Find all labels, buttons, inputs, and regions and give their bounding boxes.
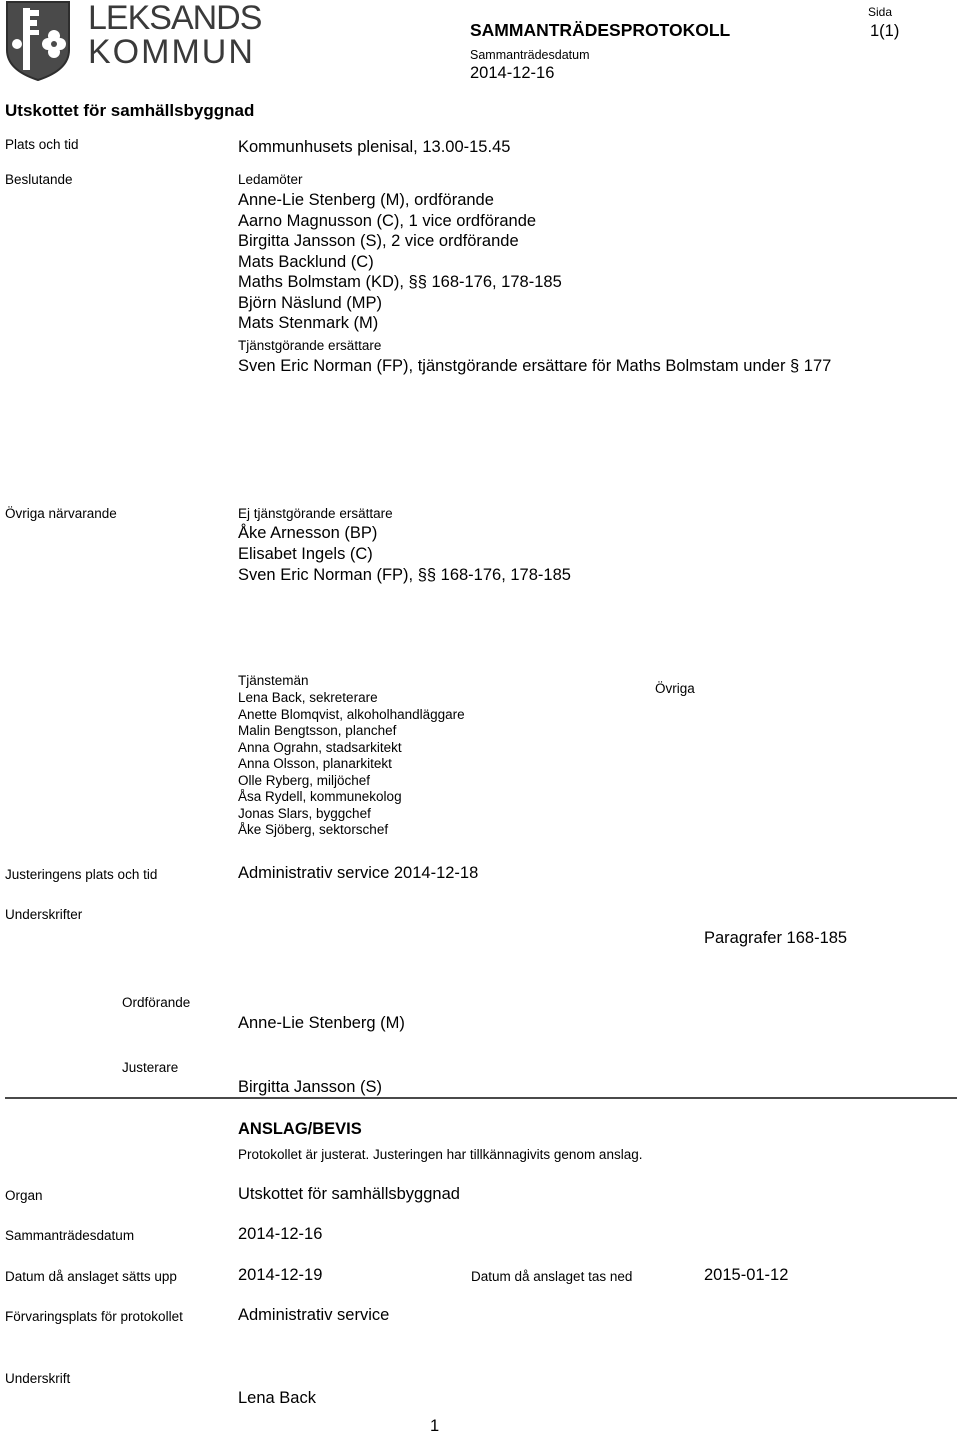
member-item: Mats Backlund (C) [238, 252, 374, 271]
adjustment-value: Administrativ service 2014-12-18 [238, 864, 479, 882]
removed-date-value: 2015-01-12 [704, 1266, 789, 1284]
official-item: Anette Blomqvist, alkoholhandläggare [238, 706, 465, 722]
member-item: Björn Näslund (MP) [238, 293, 382, 312]
paragraphs-range: Paragrafer 168-185 [704, 929, 848, 947]
members-heading: Ledamöter [238, 172, 303, 187]
officials-list [238, 690, 465, 839]
official-item: Åsa Rydell, kommunekolog [238, 789, 402, 804]
officials-heading: Tjänstemän [238, 673, 309, 688]
member-item: Anne-Lie Stenberg (M), ordförande [238, 191, 494, 209]
official-item: Anna Olsson, planarkitekt [238, 756, 392, 771]
header-date-value: 2014-12-16 [470, 64, 555, 82]
chair-name: Anne-Lie Stenberg (M) [238, 1014, 405, 1032]
official-item: Jonas Slars, byggchef [238, 805, 371, 821]
page-value: 1(1) [870, 22, 900, 40]
official-item: Lena Back, sekreterare [238, 690, 378, 705]
adjustment-label: Justeringens plats och tid [5, 867, 158, 882]
non-serving-list [238, 523, 571, 586]
meeting-date-value: 2014-12-16 [238, 1225, 323, 1243]
logo-text-line1: LEKSANDS [88, 0, 262, 37]
member-item: Mats Stenmark (M) [238, 314, 379, 332]
decision-makers-label: Beslutande [5, 172, 73, 187]
notice-heading: ANSLAG/BEVIS [238, 1120, 362, 1138]
chair-label: Ordförande [122, 995, 191, 1010]
official-item: Olle Ryberg, miljöchef [238, 772, 371, 788]
adjuster-name: Birgitta Jansson (S) [238, 1078, 382, 1096]
footer-page-number: 1 [430, 1417, 440, 1435]
member-item: Maths Bolmstam (KD), §§ 168-176, 178-185 [238, 273, 562, 291]
document-type-title: SAMMANTRÄDESPROTOKOLL [470, 20, 731, 40]
non-serving-item: Sven Eric Norman (FP), §§ 168-176, 178-185 [238, 566, 571, 584]
coat-of-arms-icon [4, 0, 72, 82]
substitutes-heading: Tjänstgörande ersättare [238, 338, 382, 353]
signature-label: Underskrift [5, 1371, 71, 1386]
non-serving-item: Elisabet Ingels (C) [238, 545, 373, 563]
signatures-label: Underskrifter [5, 907, 83, 922]
official-item: Malin Bengtsson, planchef [238, 723, 397, 738]
official-item: Åke Sjöberg, sektorschef [238, 822, 389, 837]
meeting-date-label: Sammanträdesdatum [5, 1228, 135, 1243]
removed-date-label: Datum då anslaget tas ned [471, 1269, 633, 1284]
page-label: Sida [868, 5, 893, 19]
member-item: Birgitta Jansson (S), 2 vice ordförande [238, 232, 519, 250]
body-value: Utskottet för samhällsbyggnad [238, 1185, 460, 1203]
member-item: Aarno Magnusson (C), 1 vice ordförande [238, 211, 537, 230]
signature-name: Lena Back [238, 1389, 316, 1407]
substitute-item: Sven Eric Norman (FP), tjänstgörande ersättare för Maths Bolmstam under § 177 [238, 357, 832, 375]
non-serving-item: Åke Arnesson (BP) [238, 524, 378, 542]
committee-title: Utskottet för samhällsbyggnad [5, 101, 255, 120]
section-divider [5, 1097, 957, 1099]
storage-label: Förvaringsplats för protokollet [5, 1309, 183, 1324]
non-serving-heading: Ej tjänstgörande ersättare [238, 506, 393, 521]
notice-statement: Protokollet är justerat. Justeringen har tillkännagivits genom anslag. [238, 1147, 643, 1162]
place-time-value: Kommunhusets plenisal, 13.00-15.45 [238, 138, 511, 156]
posted-date-label: Datum då anslaget sätts upp [5, 1269, 177, 1284]
logo-text-line2: KOMMUN [88, 33, 255, 71]
place-time-label: Plats och tid [5, 137, 79, 152]
storage-value: Administrativ service [238, 1306, 390, 1324]
others-heading: Övriga [655, 681, 695, 696]
body-label: Organ [5, 1188, 43, 1203]
posted-date-value: 2014-12-19 [238, 1266, 323, 1284]
adjuster-label: Justerare [122, 1060, 179, 1075]
others-present-label: Övriga närvarande [5, 506, 117, 521]
official-item: Anna Ograhn, stadsarkitekt [238, 739, 402, 755]
members-list [238, 190, 562, 334]
header-date-label: Sammanträdesdatum [470, 48, 590, 62]
